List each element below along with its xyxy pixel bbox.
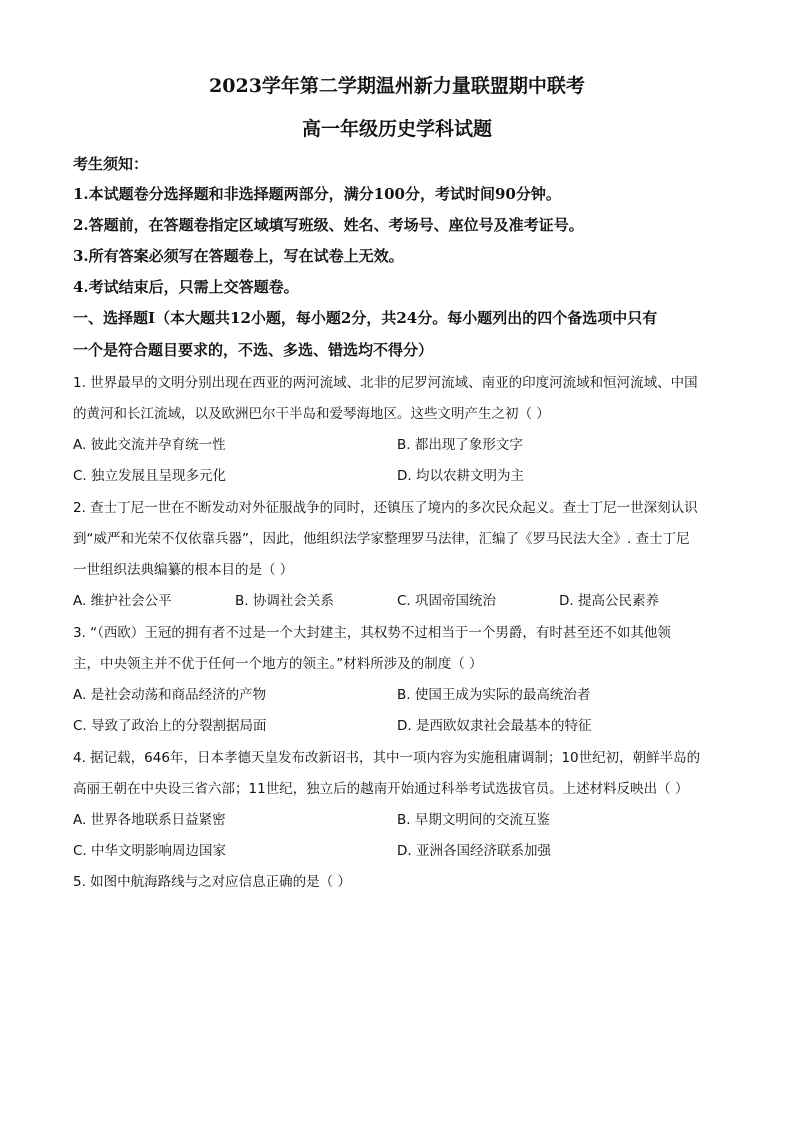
question-3-line-1: 3. “（西欧）王冠的拥有者不过是一个大封建主，其权势不过相当于一个男爵，有时甚至还不如其他领 (73, 625, 671, 641)
notice-item-3: 3.所有答案必须写在答题卷上，写在试卷上无效。 (73, 247, 404, 265)
question-1-option-c: C. 独立发展且呈现多元化 (73, 468, 227, 484)
question-2-line-2: 到“威严和光荣不仅依靠兵器”，因此，他组织法学家整理罗马法律，汇编了《罗马民法大全》. 查士丁尼 (73, 531, 690, 547)
question-3-line-2: 主，中央领主并不优于任何一个地方的领主。”材料所涉及的制度（ ） (73, 656, 483, 672)
question-3-option-b: B. 使国王成为实际的最高统治者 (397, 687, 591, 703)
question-2-option-a: A. 维护社会公平 (73, 593, 172, 609)
question-1-option-a: A. 彼此交流并孕育统一性 (73, 437, 226, 453)
question-5-line-1: 5. 如图中航海路线与之对应信息正确的是（ ） (73, 874, 351, 890)
question-1-line-2: 的黄河和长江流域，以及欧洲巴尔干半岛和爱琴海地区。这些文明产生之初（ ） (73, 406, 550, 422)
question-3-option-a: A. 是社会动荡和商品经济的产物 (73, 687, 267, 703)
notice-heading: 考生须知： (73, 155, 149, 173)
question-4-option-d: D. 亚洲各国经济联系加强 (397, 843, 551, 859)
question-2-option-c: C. 巩固帝国统治 (397, 593, 497, 609)
section-heading-line-1: 一、选择题Ⅰ（本大题共12小题，每小题2分，共24分。每小题列出的四个备选项中只有 (73, 309, 658, 327)
exam-subtitle: 高一年级历史学科试题 (301, 118, 492, 140)
question-4-line-1: 4. 据记载，646年，日本孝德天皇发布改新诏书，其中一项内容为实施租庸调制；10世纪初，朝鲜半岛的 (73, 750, 701, 766)
question-1-option-d: D. 均以农耕文明为主 (397, 468, 524, 484)
notice-item-1: 1.本试题卷分选择题和非选择题两部分，满分100分，考试时间90分钟。 (73, 185, 561, 203)
question-3-option-d: D. 是西欧奴隶社会最基本的特征 (397, 718, 592, 734)
question-4-option-a: A. 世界各地联系日益紧密 (73, 812, 226, 828)
question-1-option-b: B. 都出现了象形文字 (397, 437, 523, 453)
question-2-line-3: 一世组织法典编纂的根本目的是（ ） (73, 562, 294, 578)
question-2-option-d: D. 提高公民素养 (559, 593, 659, 609)
notice-item-4: 4.考试结束后，只需上交答题卷。 (73, 278, 299, 296)
question-1-line-1: 1. 世界最早的文明分别出现在西亚的两河流域、北非的尼罗河流域、南亚的印度河流域和恒河流域、中国 (73, 375, 698, 391)
question-2-option-b: B. 协调社会关系 (235, 593, 334, 609)
question-4-option-b: B. 早期文明间的交流互鉴 (397, 812, 550, 828)
exam-title: 2023学年第二学期温州新力量联盟期中联考 (209, 75, 585, 97)
question-2-line-1: 2. 查士丁尼一世在不断发动对外征服战争的同时，还镇压了境内的多次民众起义。查士丁尼一世深刻认识 (73, 500, 698, 516)
section-heading-line-2: 一个是符合题目要求的，不选、多选、错选均不得分） (73, 341, 434, 359)
question-4-line-2: 高丽王朝在中央设三省六部；11世纪，独立后的越南开始通过科举考试选拔官员。上述材料反映出（ ） (73, 781, 689, 797)
question-3-option-c: C. 导致了政治上的分裂割据局面 (73, 718, 267, 734)
notice-item-2: 2.答题前，在答题卷指定区域填写班级、姓名、考场号、座位号及准考证号。 (73, 216, 584, 234)
question-4-option-c: C. 中华文明影响周边国家 (73, 843, 227, 859)
